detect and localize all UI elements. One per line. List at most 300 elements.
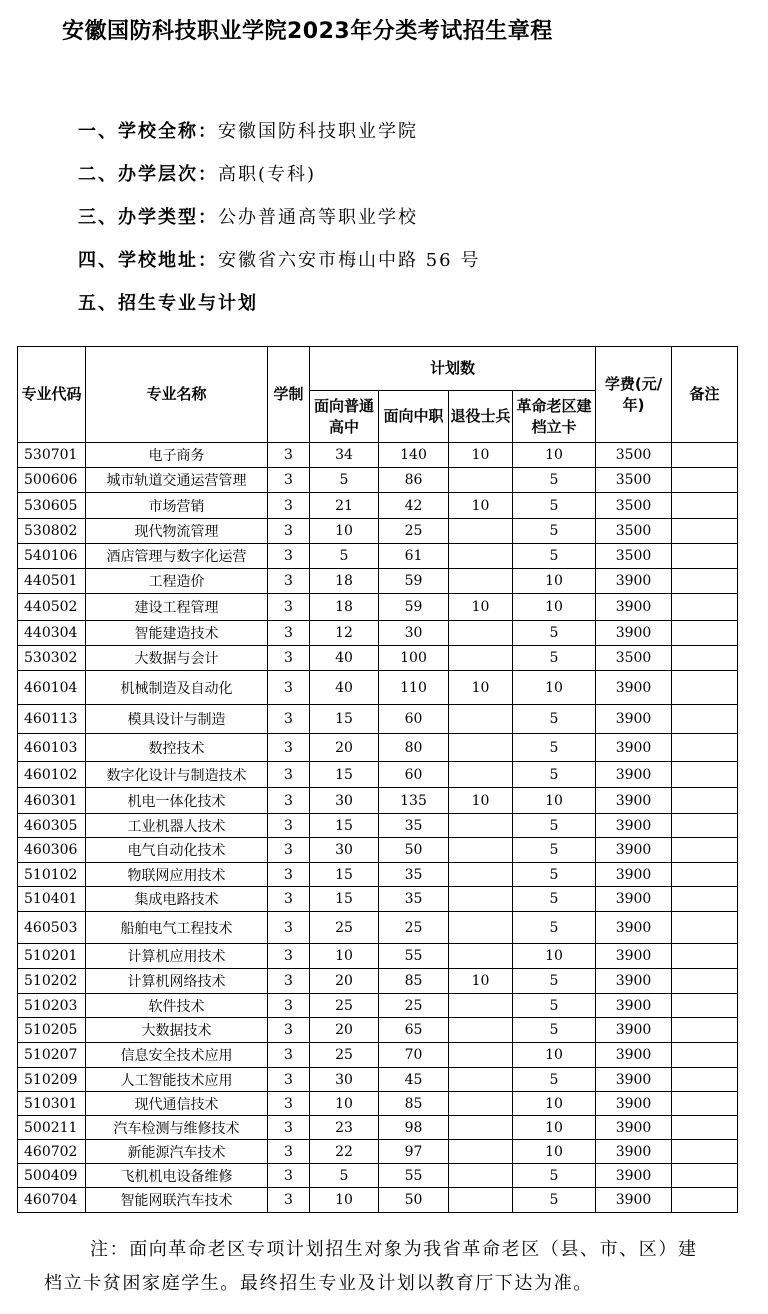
cell-revolutionary: 5	[513, 1164, 596, 1188]
cell-code: 460113	[18, 705, 86, 734]
cell-high-school: 10	[310, 1188, 379, 1213]
cell-high-school: 30	[310, 838, 379, 863]
cell-years: 3	[268, 734, 310, 762]
cell-fee: 3900	[596, 569, 672, 594]
cell-years: 3	[268, 621, 310, 646]
cell-revolutionary: 5	[513, 734, 596, 762]
cell-high-school: 15	[310, 887, 379, 912]
table-row	[18, 569, 738, 594]
cell-veterans	[449, 734, 513, 762]
cell-revolutionary: 5	[513, 705, 596, 734]
cell-vocational: 55	[379, 944, 449, 969]
cell-remark	[672, 969, 738, 994]
cell-fee: 3500	[596, 646, 672, 671]
cell-name: 计算机网络技术	[86, 969, 268, 994]
cell-high-school: 34	[310, 443, 379, 468]
header-veterans: 退役士兵	[449, 391, 513, 443]
cell-code: 530302	[18, 646, 86, 671]
cell-remark	[672, 734, 738, 762]
cell-years: 3	[268, 1116, 310, 1140]
cell-remark	[672, 519, 738, 544]
cell-code: 510207	[18, 1043, 86, 1068]
cell-code: 460306	[18, 838, 86, 863]
cell-name: 大数据与会计	[86, 646, 268, 671]
cell-fee: 3900	[596, 734, 672, 762]
cell-revolutionary: 5	[513, 1188, 596, 1213]
table-row	[18, 519, 738, 544]
cell-fee: 3900	[596, 969, 672, 994]
cell-revolutionary: 5	[513, 544, 596, 569]
cell-revolutionary: 5	[513, 493, 596, 519]
cell-fee: 3900	[596, 887, 672, 912]
cell-revolutionary: 5	[513, 969, 596, 994]
cell-fee: 3900	[596, 838, 672, 863]
cell-name: 市场营销	[86, 493, 268, 519]
cell-years: 3	[268, 944, 310, 969]
cell-vocational: 55	[379, 1164, 449, 1188]
cell-code: 500211	[18, 1116, 86, 1140]
cell-vocational: 86	[379, 468, 449, 493]
cell-years: 3	[268, 705, 310, 734]
cell-revolutionary: 10	[513, 671, 596, 705]
cell-remark	[672, 544, 738, 569]
cell-years: 3	[268, 468, 310, 493]
table-row	[18, 788, 738, 814]
cell-years: 3	[268, 519, 310, 544]
table-row	[18, 1018, 738, 1043]
cell-high-school: 23	[310, 1116, 379, 1140]
cell-name: 现代通信技术	[86, 1092, 268, 1116]
cell-name: 数字化设计与制造技术	[86, 762, 268, 788]
info-label: 四、学校地址：	[78, 249, 218, 271]
cell-years: 3	[268, 762, 310, 788]
cell-vocational: 135	[379, 788, 449, 814]
cell-code: 460102	[18, 762, 86, 788]
table-row	[18, 544, 738, 569]
cell-high-school: 25	[310, 912, 379, 944]
table-row	[18, 1164, 738, 1188]
cell-years: 3	[268, 788, 310, 814]
cell-high-school: 20	[310, 969, 379, 994]
cell-high-school: 15	[310, 705, 379, 734]
cell-veterans	[449, 1116, 513, 1140]
cell-name: 计算机应用技术	[86, 944, 268, 969]
cell-revolutionary: 5	[513, 519, 596, 544]
table-row	[18, 671, 738, 705]
info-label: 一、学校全称：	[78, 120, 218, 142]
table-row	[18, 705, 738, 734]
cell-years: 3	[268, 671, 310, 705]
cell-revolutionary: 10	[513, 1092, 596, 1116]
cell-name: 机电一体化技术	[86, 788, 268, 814]
cell-vocational: 98	[379, 1116, 449, 1140]
cell-revolutionary: 5	[513, 863, 596, 887]
cell-veterans	[449, 1092, 513, 1116]
cell-years: 3	[268, 1018, 310, 1043]
info-label: 五、招生专业与计划	[78, 292, 258, 314]
info-label: 二、办学层次：	[78, 163, 218, 185]
cell-years: 3	[268, 887, 310, 912]
cell-remark	[672, 863, 738, 887]
header-years: 学制	[268, 347, 310, 443]
cell-code: 460301	[18, 788, 86, 814]
school-info	[78, 108, 480, 323]
cell-years: 3	[268, 912, 310, 944]
cell-name: 智能建造技术	[86, 621, 268, 646]
cell-high-school: 30	[310, 1068, 379, 1092]
cell-high-school: 5	[310, 468, 379, 493]
cell-veterans	[449, 1043, 513, 1068]
info-line-full-name	[78, 108, 480, 151]
table-row	[18, 621, 738, 646]
cell-high-school: 25	[310, 994, 379, 1018]
cell-veterans	[449, 762, 513, 788]
cell-veterans	[449, 863, 513, 887]
cell-revolutionary: 10	[513, 1116, 596, 1140]
cell-high-school: 15	[310, 814, 379, 838]
cell-fee: 3900	[596, 621, 672, 646]
cell-remark	[672, 705, 738, 734]
cell-vocational: 70	[379, 1043, 449, 1068]
cell-fee: 3500	[596, 519, 672, 544]
cell-fee: 3500	[596, 468, 672, 493]
cell-vocational: 80	[379, 734, 449, 762]
cell-vocational: 35	[379, 863, 449, 887]
cell-veterans	[449, 705, 513, 734]
table-row	[18, 594, 738, 621]
cell-fee: 3900	[596, 671, 672, 705]
cell-vocational: 97	[379, 1140, 449, 1164]
cell-name: 信息安全技术应用	[86, 1043, 268, 1068]
cell-remark	[672, 912, 738, 944]
cell-years: 3	[268, 493, 310, 519]
cell-veterans	[449, 1188, 513, 1213]
cell-veterans	[449, 468, 513, 493]
footnote	[44, 1233, 768, 1301]
cell-years: 3	[268, 594, 310, 621]
cell-revolutionary: 5	[513, 621, 596, 646]
cell-vocational: 50	[379, 838, 449, 863]
cell-remark	[672, 887, 738, 912]
table-row	[18, 863, 738, 887]
cell-vocational: 25	[379, 912, 449, 944]
cell-veterans	[449, 569, 513, 594]
cell-veterans: 10	[449, 969, 513, 994]
cell-code: 500409	[18, 1164, 86, 1188]
cell-revolutionary: 5	[513, 912, 596, 944]
table-row	[18, 994, 738, 1018]
header-high-school: 面向普通高中	[310, 391, 379, 443]
table-row	[18, 1140, 738, 1164]
header-name: 专业名称	[86, 347, 268, 443]
cell-vocational: 60	[379, 762, 449, 788]
cell-remark	[672, 569, 738, 594]
header-revolutionary: 革命老区建档立卡	[513, 391, 596, 443]
cell-vocational: 59	[379, 569, 449, 594]
cell-years: 3	[268, 1164, 310, 1188]
cell-name: 大数据技术	[86, 1018, 268, 1043]
cell-revolutionary: 10	[513, 594, 596, 621]
cell-years: 3	[268, 646, 310, 671]
cell-high-school: 15	[310, 762, 379, 788]
cell-code: 460503	[18, 912, 86, 944]
cell-remark	[672, 1140, 738, 1164]
cell-vocational: 100	[379, 646, 449, 671]
cell-code: 530802	[18, 519, 86, 544]
cell-revolutionary: 10	[513, 443, 596, 468]
cell-fee: 3900	[596, 994, 672, 1018]
cell-code: 460704	[18, 1188, 86, 1213]
cell-fee: 3900	[596, 1043, 672, 1068]
cell-high-school: 12	[310, 621, 379, 646]
cell-revolutionary: 5	[513, 646, 596, 671]
cell-fee: 3900	[596, 1018, 672, 1043]
cell-years: 3	[268, 569, 310, 594]
cell-vocational: 85	[379, 969, 449, 994]
cell-high-school: 15	[310, 863, 379, 887]
cell-fee: 3900	[596, 1188, 672, 1213]
cell-vocational: 35	[379, 814, 449, 838]
cell-years: 3	[268, 1043, 310, 1068]
cell-name: 工业机器人技术	[86, 814, 268, 838]
cell-revolutionary: 5	[513, 838, 596, 863]
cell-name: 电气自动化技术	[86, 838, 268, 863]
cell-name: 飞机机电设备维修	[86, 1164, 268, 1188]
cell-veterans: 10	[449, 671, 513, 705]
cell-veterans	[449, 1140, 513, 1164]
page-title: 安徽国防科技职业学院2023年分类考试招生章程	[62, 19, 553, 44]
cell-remark	[672, 814, 738, 838]
cell-years: 3	[268, 969, 310, 994]
cell-vocational: 60	[379, 705, 449, 734]
cell-veterans	[449, 519, 513, 544]
cell-revolutionary: 10	[513, 1140, 596, 1164]
cell-years: 3	[268, 1092, 310, 1116]
cell-years: 3	[268, 1068, 310, 1092]
cell-vocational: 50	[379, 1188, 449, 1213]
cell-code: 510209	[18, 1068, 86, 1092]
cell-high-school: 10	[310, 1092, 379, 1116]
cell-vocational: 85	[379, 1092, 449, 1116]
cell-revolutionary: 10	[513, 569, 596, 594]
cell-code: 460702	[18, 1140, 86, 1164]
cell-name: 人工智能技术应用	[86, 1068, 268, 1092]
cell-remark	[672, 1116, 738, 1140]
cell-veterans: 10	[449, 493, 513, 519]
cell-high-school: 20	[310, 734, 379, 762]
cell-veterans	[449, 1164, 513, 1188]
cell-name: 酒店管理与数字化运营	[86, 544, 268, 569]
cell-veterans	[449, 1018, 513, 1043]
cell-remark	[672, 838, 738, 863]
cell-high-school: 5	[310, 544, 379, 569]
header-code: 专业代码	[18, 347, 86, 443]
cell-high-school: 25	[310, 1043, 379, 1068]
cell-revolutionary: 5	[513, 762, 596, 788]
cell-fee: 3900	[596, 1092, 672, 1116]
cell-remark	[672, 493, 738, 519]
cell-remark	[672, 443, 738, 468]
cell-revolutionary: 5	[513, 468, 596, 493]
cell-name: 模具设计与制造	[86, 705, 268, 734]
cell-name: 新能源汽车技术	[86, 1140, 268, 1164]
cell-vocational: 25	[379, 519, 449, 544]
cell-fee: 3900	[596, 863, 672, 887]
enrollment-plan-table	[17, 346, 738, 1213]
cell-code: 510202	[18, 969, 86, 994]
cell-name: 集成电路技术	[86, 887, 268, 912]
cell-remark	[672, 1188, 738, 1213]
cell-veterans	[449, 912, 513, 944]
cell-high-school: 40	[310, 671, 379, 705]
cell-remark	[672, 671, 738, 705]
table-row	[18, 944, 738, 969]
cell-remark	[672, 1092, 738, 1116]
cell-years: 3	[268, 443, 310, 468]
cell-vocational: 45	[379, 1068, 449, 1092]
table-row	[18, 646, 738, 671]
cell-name: 智能网联汽车技术	[86, 1188, 268, 1213]
cell-veterans	[449, 944, 513, 969]
cell-revolutionary: 5	[513, 1068, 596, 1092]
cell-fee: 3900	[596, 1164, 672, 1188]
cell-high-school: 21	[310, 493, 379, 519]
cell-fee: 3900	[596, 912, 672, 944]
table-row	[18, 1188, 738, 1213]
cell-code: 510401	[18, 887, 86, 912]
table-body	[18, 443, 738, 1213]
table-row	[18, 1092, 738, 1116]
cell-code: 440502	[18, 594, 86, 621]
footnote-line: 档立卡贫困家庭学生。最终招生专业及计划以教育厅下达为准。	[44, 1273, 593, 1294]
cell-fee: 3500	[596, 544, 672, 569]
cell-veterans	[449, 1068, 513, 1092]
cell-years: 3	[268, 544, 310, 569]
cell-vocational: 65	[379, 1018, 449, 1043]
header-plan: 计划数	[310, 347, 596, 391]
cell-name: 船舶电气工程技术	[86, 912, 268, 944]
cell-fee: 3900	[596, 814, 672, 838]
table-row	[18, 734, 738, 762]
table-row	[18, 887, 738, 912]
cell-high-school: 20	[310, 1018, 379, 1043]
table-row	[18, 1068, 738, 1092]
cell-remark	[672, 1164, 738, 1188]
cell-remark	[672, 1043, 738, 1068]
cell-revolutionary: 5	[513, 1018, 596, 1043]
cell-vocational: 59	[379, 594, 449, 621]
table-row	[18, 493, 738, 519]
cell-vocational: 61	[379, 544, 449, 569]
cell-high-school: 18	[310, 594, 379, 621]
table-row	[18, 1116, 738, 1140]
cell-vocational: 25	[379, 994, 449, 1018]
cell-revolutionary: 10	[513, 1043, 596, 1068]
cell-fee: 3900	[596, 944, 672, 969]
cell-name: 物联网应用技术	[86, 863, 268, 887]
cell-fee: 3500	[596, 493, 672, 519]
footnote-line: 注：面向革命老区专项计划招生对象为我省革命老区（县、市、区）建	[90, 1239, 698, 1260]
table-row	[18, 969, 738, 994]
cell-veterans	[449, 646, 513, 671]
cell-code: 460305	[18, 814, 86, 838]
cell-veterans	[449, 814, 513, 838]
cell-remark	[672, 1018, 738, 1043]
cell-name: 建设工程管理	[86, 594, 268, 621]
cell-remark	[672, 468, 738, 493]
cell-name: 城市轨道交通运营管理	[86, 468, 268, 493]
cell-years: 3	[268, 863, 310, 887]
cell-name: 数控技术	[86, 734, 268, 762]
header-remark: 备注	[672, 347, 738, 443]
cell-revolutionary: 10	[513, 788, 596, 814]
cell-name: 电子商务	[86, 443, 268, 468]
cell-remark	[672, 646, 738, 671]
cell-high-school: 40	[310, 646, 379, 671]
info-line-address	[78, 237, 480, 280]
cell-revolutionary: 5	[513, 994, 596, 1018]
cell-remark	[672, 1068, 738, 1092]
info-value: 安徽省六安市梅山中路 56 号	[218, 249, 481, 271]
cell-veterans: 10	[449, 594, 513, 621]
cell-veterans	[449, 994, 513, 1018]
cell-revolutionary: 10	[513, 944, 596, 969]
cell-fee: 3900	[596, 1116, 672, 1140]
cell-vocational: 35	[379, 887, 449, 912]
cell-code: 510102	[18, 863, 86, 887]
info-line-level	[78, 151, 480, 194]
cell-high-school: 18	[310, 569, 379, 594]
cell-code: 530605	[18, 493, 86, 519]
cell-name: 工程造价	[86, 569, 268, 594]
cell-name: 机械制造及自动化	[86, 671, 268, 705]
cell-code: 530701	[18, 443, 86, 468]
info-value: 公办普通高等职业学校	[218, 206, 418, 228]
cell-code: 500606	[18, 468, 86, 493]
cell-code: 510203	[18, 994, 86, 1018]
cell-veterans	[449, 621, 513, 646]
cell-high-school: 10	[310, 519, 379, 544]
cell-years: 3	[268, 814, 310, 838]
table-row	[18, 762, 738, 788]
cell-remark	[672, 621, 738, 646]
cell-code: 510301	[18, 1092, 86, 1116]
cell-vocational: 110	[379, 671, 449, 705]
table-row	[18, 468, 738, 493]
table-row	[18, 838, 738, 863]
cell-code: 510201	[18, 944, 86, 969]
header-vocational: 面向中职	[379, 391, 449, 443]
cell-fee: 3900	[596, 594, 672, 621]
cell-code: 440304	[18, 621, 86, 646]
cell-veterans: 10	[449, 443, 513, 468]
cell-fee: 3900	[596, 1068, 672, 1092]
cell-high-school: 10	[310, 944, 379, 969]
cell-revolutionary: 5	[513, 887, 596, 912]
info-value: 安徽国防科技职业学院	[218, 120, 418, 142]
cell-name: 汽车检测与维修技术	[86, 1116, 268, 1140]
cell-vocational: 140	[379, 443, 449, 468]
cell-years: 3	[268, 838, 310, 863]
cell-code: 440501	[18, 569, 86, 594]
cell-veterans	[449, 838, 513, 863]
cell-fee: 3900	[596, 788, 672, 814]
info-value: 高职(专科)	[218, 163, 317, 185]
cell-veterans: 10	[449, 788, 513, 814]
cell-name: 软件技术	[86, 994, 268, 1018]
cell-remark	[672, 762, 738, 788]
cell-vocational: 42	[379, 493, 449, 519]
